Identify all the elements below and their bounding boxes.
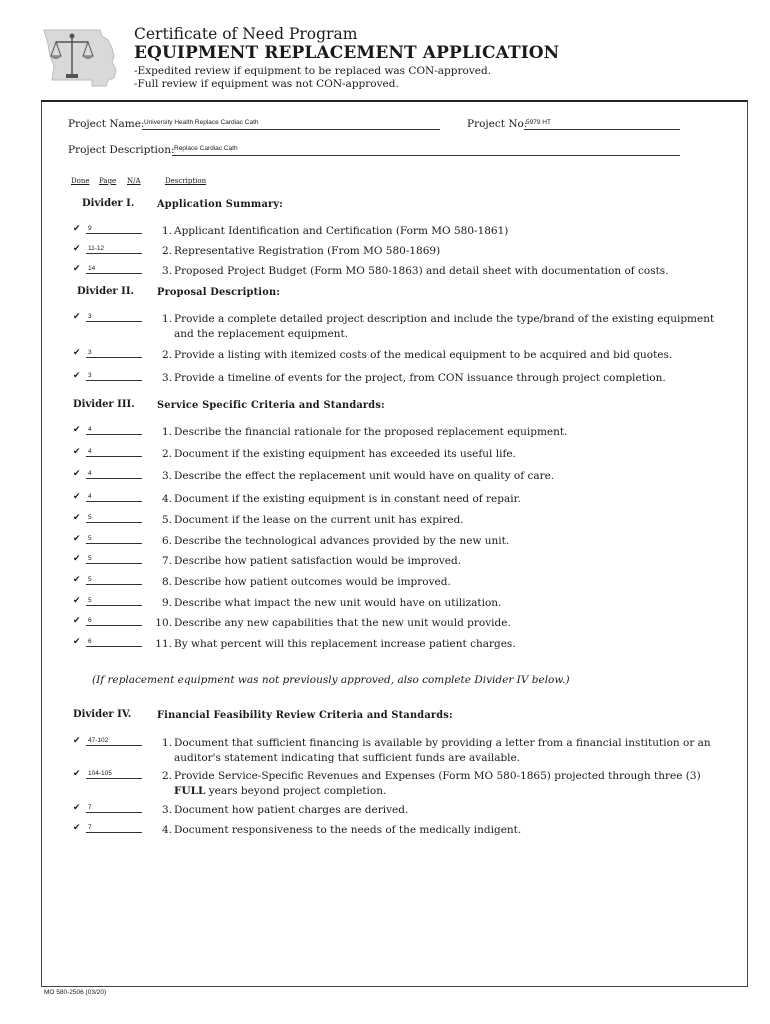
na-field[interactable]: [134, 514, 142, 523]
na-field[interactable]: [134, 597, 142, 606]
page-field[interactable]: 5: [86, 555, 142, 564]
done-checkbox[interactable]: ✔: [73, 469, 81, 479]
done-checkbox[interactable]: ✔: [73, 224, 81, 234]
col-done-header: Done: [71, 177, 90, 185]
done-checkbox[interactable]: ✔: [73, 312, 81, 322]
divider-4-label: Divider IV.: [73, 709, 132, 720]
done-checkbox[interactable]: ✔: [73, 769, 81, 779]
form-title: EQUIPMENT REPLACEMENT APPLICATION: [134, 43, 560, 63]
na-field[interactable]: [134, 349, 142, 358]
na-field[interactable]: [134, 617, 142, 626]
checklist-item: 2. Provide a listing with itemized costs of the medical equipment to be acquired and bid quotes.: [161, 349, 673, 361]
page-field[interactable]: 5: [86, 514, 142, 523]
done-checkbox[interactable]: ✔: [73, 637, 81, 647]
done-checkbox[interactable]: ✔: [73, 371, 81, 381]
done-checkbox[interactable]: ✔: [73, 823, 81, 833]
done-checkbox[interactable]: ✔: [73, 575, 81, 585]
divider-2-title: Proposal Description:: [157, 287, 281, 298]
divider-2-label: Divider II.: [77, 286, 135, 297]
na-field[interactable]: [134, 576, 142, 585]
done-checkbox[interactable]: ✔: [73, 596, 81, 606]
project-description-value: Replace Cardiac Cath: [174, 145, 238, 152]
checklist-item: 2. Provide Service-Specific Revenues and Expenses (Form MO 580-1865) projected through three (3) FULL years beyond project completion.: [161, 770, 701, 797]
divider-3-label: Divider III.: [73, 399, 135, 410]
page-field[interactable]: 14: [86, 265, 142, 274]
page-field[interactable]: 4: [86, 493, 142, 502]
divider-1-label: Divider I.: [82, 198, 135, 209]
done-checkbox[interactable]: ✔: [73, 348, 81, 358]
page-field[interactable]: 47-102: [86, 737, 142, 746]
na-field[interactable]: [134, 535, 142, 544]
checklist-item: 10. Describe any new capabilities that the new unit would provide.: [155, 617, 511, 629]
checklist-item: 3. Provide a timeline of events for the project, from CON issuance through project completion.: [161, 372, 666, 384]
done-checkbox[interactable]: ✔: [73, 513, 81, 523]
na-field[interactable]: [134, 265, 142, 274]
divider-4-title: Financial Feasibility Review Criteria and Standards:: [157, 710, 453, 721]
checklist-item: 6. Describe the technological advances provided by the new unit.: [161, 535, 510, 547]
page-field[interactable]: 7: [86, 804, 142, 813]
project-description-field[interactable]: [172, 142, 680, 156]
page-field[interactable]: 4: [86, 448, 142, 457]
checklist-item: 2. Document if the existing equipment has exceeded its useful life.: [161, 448, 516, 460]
na-field[interactable]: [134, 737, 142, 746]
na-field[interactable]: [134, 470, 142, 479]
na-field[interactable]: [134, 638, 142, 647]
na-field[interactable]: [134, 245, 142, 254]
project-name-value: University Health Replace Cardiac Cath: [144, 119, 259, 126]
na-field[interactable]: [134, 824, 142, 833]
page-field[interactable]: 5: [86, 576, 142, 585]
na-field[interactable]: [134, 770, 142, 779]
divider-1-title: Application Summary:: [157, 199, 284, 210]
page-field[interactable]: 5: [86, 535, 142, 544]
na-field[interactable]: [134, 493, 142, 502]
project-name-label: Project Name:: [68, 118, 145, 130]
checklist-item: 3. Proposed Project Budget (Form MO 580-1863) and detail sheet with documentation of costs.: [161, 265, 669, 277]
done-checkbox[interactable]: ✔: [73, 492, 81, 502]
done-checkbox[interactable]: ✔: [73, 736, 81, 746]
checklist-item: 1. Document that sufficient financing is available by providing a letter from a financial institution or an auditor's statement indicating that sufficient funds are available.: [161, 737, 711, 764]
checklist-item: 3. Describe the effect the replacement unit would have on quality of care.: [161, 470, 555, 482]
project-name-field[interactable]: [142, 116, 440, 130]
done-checkbox[interactable]: ✔: [73, 616, 81, 626]
page-field[interactable]: 3: [86, 313, 142, 322]
na-field[interactable]: [134, 372, 142, 381]
done-checkbox[interactable]: ✔: [73, 244, 81, 254]
checklist-item: 4. Document if the existing equipment is in constant need of repair.: [161, 493, 521, 505]
na-field[interactable]: [134, 225, 142, 234]
checklist-item: 2. Representative Registration (From MO 580-1869): [161, 245, 441, 257]
page-field[interactable]: 11-12: [86, 245, 142, 254]
page-field[interactable]: 7: [86, 824, 142, 833]
done-checkbox[interactable]: ✔: [73, 447, 81, 457]
project-no-value: 5979 HT: [526, 119, 551, 126]
missouri-seal-logo: [42, 26, 118, 88]
checklist-item: 7. Describe how patient satisfaction would be improved.: [161, 555, 462, 567]
done-checkbox[interactable]: ✔: [73, 425, 81, 435]
program-name: Certificate of Need Program: [134, 25, 358, 43]
divider-4-instruction: (If replacement equipment was not previously approved, also complete Divider IV below.): [92, 674, 570, 686]
col-page-header: Page: [99, 177, 117, 185]
full-review-note: -Full review if equipment was not CON-approved.: [134, 78, 399, 90]
na-field[interactable]: [134, 555, 142, 564]
done-checkbox[interactable]: ✔: [73, 534, 81, 544]
project-no-field[interactable]: [524, 116, 680, 130]
page-field[interactable]: 3: [86, 372, 142, 381]
project-no-label: Project No:: [467, 118, 528, 130]
done-checkbox[interactable]: ✔: [73, 554, 81, 564]
checklist-item: 3. Document how patient charges are derived.: [161, 804, 409, 816]
page-field[interactable]: 6: [86, 617, 142, 626]
expedited-review-note: -Expedited review if equipment to be replaced was CON-approved.: [134, 65, 492, 77]
page-field[interactable]: 9: [86, 225, 142, 234]
checklist-item: 8. Describe how patient outcomes would be improved.: [161, 576, 451, 588]
checklist-item: 1. Applicant Identification and Certification (Form MO 580-1861): [161, 225, 509, 237]
checklist-item: 11. By what percent will this replacement increase patient charges.: [155, 638, 516, 650]
na-field[interactable]: [134, 313, 142, 322]
done-checkbox[interactable]: ✔: [73, 803, 81, 813]
checklist-item: 9. Describe what impact the new unit would have on utilization.: [161, 597, 502, 609]
na-field[interactable]: [134, 804, 142, 813]
page-field[interactable]: 6: [86, 638, 142, 647]
na-field[interactable]: [134, 448, 142, 457]
col-na-header: N/A: [127, 177, 141, 185]
page-field[interactable]: 3: [86, 349, 142, 358]
checklist-item: 1. Describe the financial rationale for the proposed replacement equipment.: [161, 426, 568, 438]
checklist-item: 5. Document if the lease on the current unit has expired.: [161, 514, 464, 526]
divider-3-title: Service Specific Criteria and Standards:: [157, 400, 385, 411]
col-description-header: Description: [165, 177, 207, 185]
na-field[interactable]: [134, 426, 142, 435]
page-field[interactable]: 104-105: [86, 770, 142, 779]
checklist-item: 1. Provide a complete detailed project description and include the type/brand of the existing equipment and the replacement equipment.: [161, 313, 715, 340]
checklist-item: 4. Document responsiveness to the needs of the medically indigent.: [161, 824, 522, 836]
page-field[interactable]: 5: [86, 597, 142, 606]
page-field[interactable]: 4: [86, 426, 142, 435]
project-description-label: Project Description:: [68, 144, 175, 156]
done-checkbox[interactable]: ✔: [73, 264, 81, 274]
page-field[interactable]: 4: [86, 470, 142, 479]
form-number-footer: MO 580-2506 (03/20): [44, 989, 107, 996]
